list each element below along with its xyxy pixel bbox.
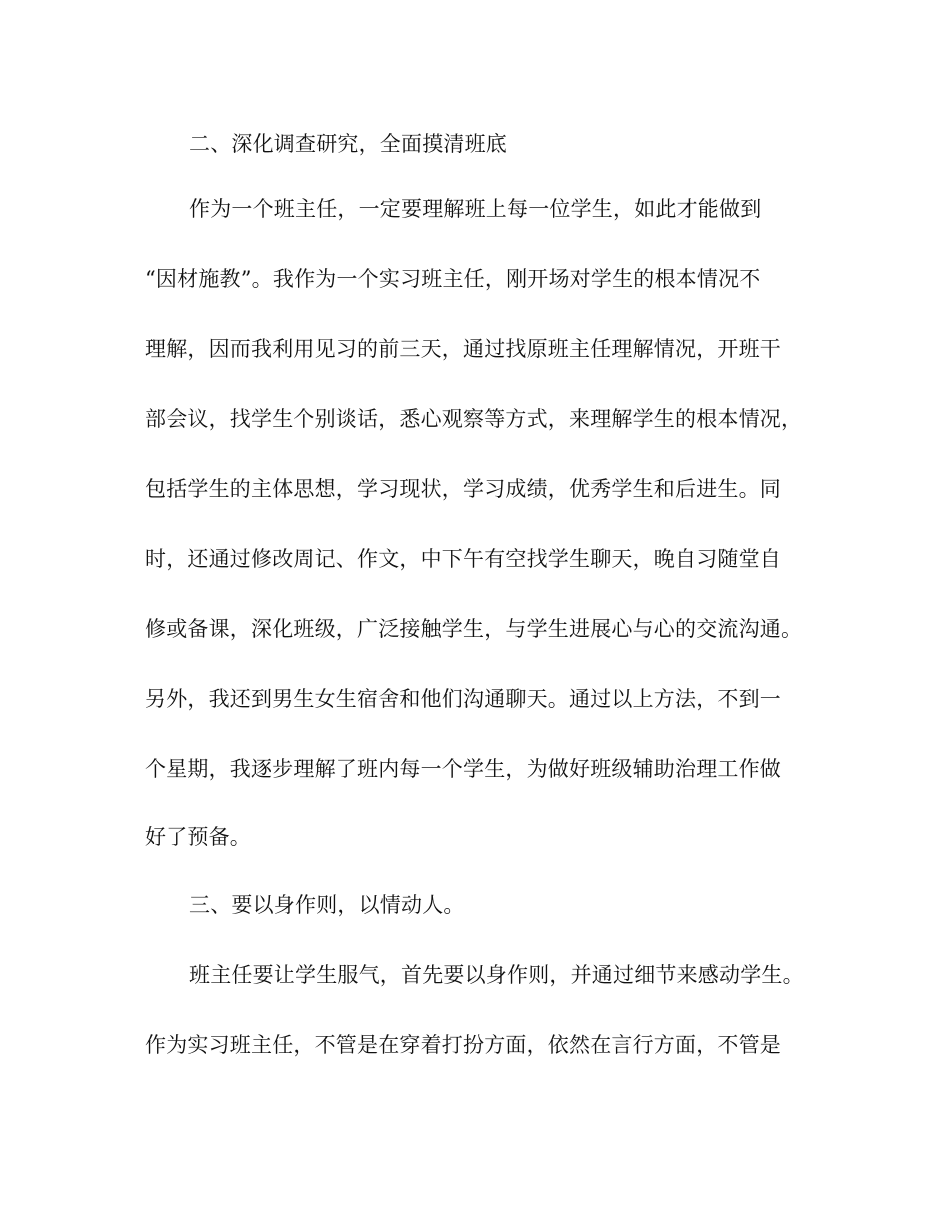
section-heading: 二、深化调查研究，全面摸清班底 xyxy=(189,132,507,156)
paragraph-line: 包括学生的主体思想，学习现状，学习成绩，优秀学生和后进生。同 xyxy=(145,477,781,501)
paragraph-line: 好了预备。 xyxy=(145,825,251,849)
paragraph-line: “因材施教”。我作为一个实习班主任，刚开场对学生的根本情况不 xyxy=(145,267,761,291)
paragraph-line: 作为实习班主任，不管是在穿着打扮方面，依然在言行方面，不管是 xyxy=(145,1033,781,1057)
paragraph-line: 另外，我还到男生女生宿舍和他们沟通聊天。通过以上方法，不到一 xyxy=(145,687,781,711)
paragraph-line: 个星期，我逐步理解了班内每一个学生，为做好班级辅助治理工作做 xyxy=(145,757,781,781)
paragraph-line: 理解，因而我利用见习的前三天，通过找原班主任理解情况，开班干 xyxy=(145,337,781,361)
paragraph-line: 修或备课，深化班级，广泛接触学生，与学生进展心与心的交流沟通。 xyxy=(145,617,803,641)
paragraph-line: 班主任要让学生服气，首先要以身作则，并通过细节来感动学生。 xyxy=(189,963,804,987)
paragraph-line: 时，还通过修改周记、作文，中下午有空找学生聊天，晚自习随堂自 xyxy=(145,547,781,571)
paragraph-line: 部会议，找学生个别谈话，悉心观察等方式，来理解学生的根本情况， xyxy=(145,407,803,431)
section-heading: 三、要以身作则，以情动人。 xyxy=(189,893,465,917)
paragraph-line: 作为一个班主任，一定要理解班上每一位学生，如此才能做到 xyxy=(189,197,762,221)
